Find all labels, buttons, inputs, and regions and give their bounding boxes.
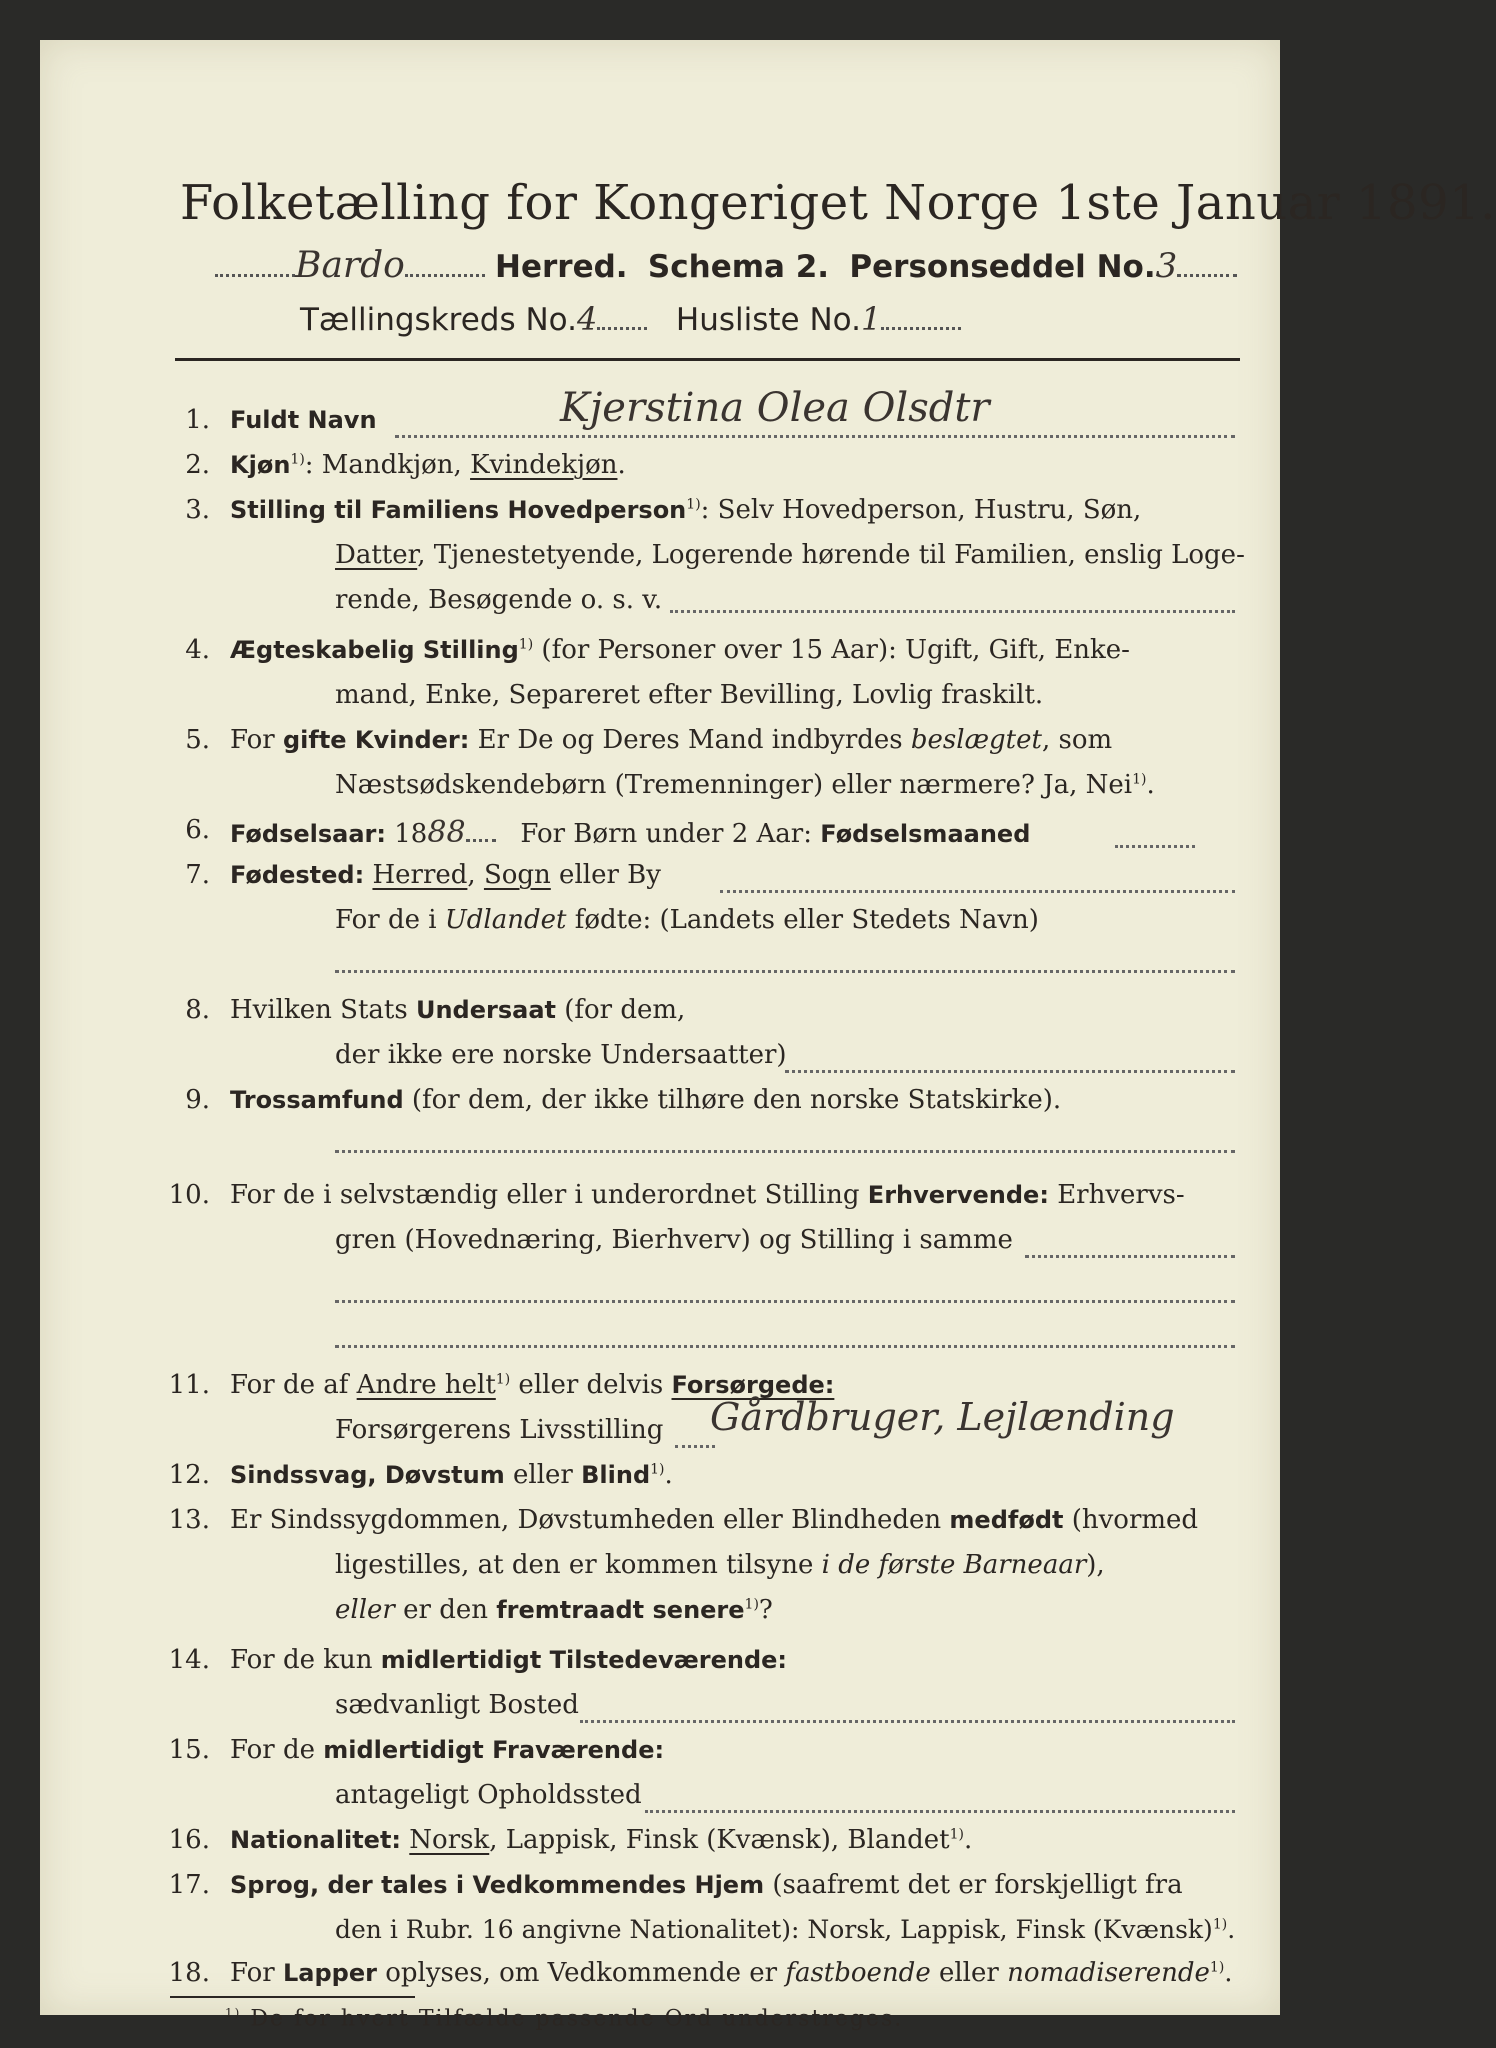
item-4-line-1	[230, 635, 1130, 665]
item-text: For	[230, 1958, 283, 1988]
italic-text: nomadiserende	[1007, 1958, 1210, 1988]
herred-label: Herred.	[495, 249, 628, 285]
item-12-sindssvag	[230, 1460, 673, 1490]
item-number: 15.	[168, 1735, 210, 1765]
item-label: Fødested:	[230, 861, 365, 889]
footnote-ref: 1)	[949, 1826, 964, 1843]
item-13-line-2	[335, 1550, 1105, 1580]
personseddel-value: 3	[1155, 246, 1178, 286]
item-text: For de i selvstændig eller i underordnet Stilling	[230, 1180, 868, 1210]
item-15-line-1	[230, 1735, 664, 1765]
dots	[466, 839, 496, 842]
husliste-label: Husliste No.	[675, 302, 861, 338]
item-number: 8.	[185, 995, 210, 1025]
item-number: 6.	[185, 815, 210, 845]
item-label: Blind	[581, 1461, 651, 1489]
dotted-line	[580, 1720, 1235, 1723]
item-text: .	[963, 1825, 973, 1855]
italic-text: eller	[335, 1595, 395, 1625]
footnote-ref: 1)	[1132, 771, 1147, 788]
item-11-line-2: Forsørgerens Livsstilling	[335, 1415, 664, 1445]
item-label: Stilling til Familiens Hovedperson	[230, 496, 687, 524]
item-text: den i Rubr. 16 angivne Nationalitet): Norsk, Lappisk, Finsk (Kvænsk)	[335, 1915, 1213, 1944]
item-text: eller delvis	[510, 1370, 664, 1400]
item-7-line-2	[335, 905, 1039, 935]
footnote-ref: 1)	[1212, 1916, 1228, 1933]
underlined-answer: Datter	[335, 540, 418, 570]
taellingskreds-value: 4	[576, 300, 598, 338]
item-number: 7.	[185, 860, 210, 890]
item-text: (for dem,	[555, 995, 686, 1025]
item-text: oplyses, om Vedkommende er	[376, 1958, 786, 1988]
provider-occupation-value: Gårdbruger, Lejlænding	[710, 1395, 1175, 1439]
item-label: Ægteskabelig Stilling	[230, 636, 519, 664]
item-label: Fødselsaar:	[230, 820, 386, 848]
item-text: For	[230, 725, 283, 755]
footnote-ref: 1)	[290, 451, 305, 468]
form-title: Folketælling for Kongeriget Norge 1ste Januar 1891.	[180, 175, 1496, 231]
item-text: eller	[930, 1958, 1008, 1988]
item-text: Erhvervs-	[1048, 1180, 1185, 1210]
item-number: 18.	[168, 1958, 210, 1988]
item-number: 12.	[168, 1460, 210, 1490]
dots	[1177, 274, 1237, 277]
item-label: gifte Kvinder:	[282, 726, 470, 754]
item-text: , som	[1041, 725, 1113, 755]
item-6-fodselsaar	[230, 815, 1030, 850]
item-text: fødte: (Landets eller Stedets Navn)	[566, 905, 1039, 935]
item-number: 4.	[185, 635, 210, 665]
item-text: (for dem, der ikke tilhøre den norske Statskirke).	[403, 1085, 1062, 1115]
item-text: .	[1227, 1915, 1236, 1944]
item-text: .	[1224, 1958, 1233, 1988]
item-label: Erhvervende:	[867, 1181, 1049, 1209]
item-14-line-1	[230, 1645, 787, 1675]
dots	[597, 327, 647, 330]
item-text: Er Sindssygdommen, Døvstumheden eller Blindheden	[230, 1505, 950, 1535]
item-label: fremtraadt senere	[496, 1596, 745, 1624]
header-line-2	[300, 300, 961, 338]
italic-text: fastboende	[785, 1958, 931, 1988]
item-text: (for Personer over 15 Aar): Ugift, Gift, Enke-	[533, 635, 1130, 665]
item-17-line-2	[335, 1915, 1235, 1944]
dots	[405, 274, 485, 277]
item-number: 10.	[168, 1180, 210, 1210]
taellingskreds-label: Tællingskreds No.	[300, 302, 577, 338]
personseddel-label: Personseddel No.	[849, 249, 1156, 285]
herred-value: Bardo	[295, 245, 405, 286]
dotted-line	[335, 1150, 1235, 1153]
item-text: Næstsødskendebørn (Tremenninger) eller nærmere? Ja, Nei	[335, 770, 1133, 800]
item-label: Forsørgede:	[671, 1371, 835, 1399]
underlined-answer: Norsk	[409, 1825, 490, 1855]
item-text: For de kun	[230, 1645, 381, 1675]
dotted-line	[720, 890, 1235, 893]
item-number: 2.	[185, 450, 210, 480]
footnote-ref: 1)	[1209, 1959, 1225, 1976]
dotted-line	[335, 970, 1235, 973]
item-14-line-2: sædvanligt Bosted	[335, 1690, 579, 1720]
italic-text: beslægtet	[910, 725, 1042, 755]
dotted-line	[785, 1070, 1235, 1073]
item-text: For Børn under 2 Aar:	[520, 819, 821, 849]
item-label: Kjøn	[230, 451, 291, 479]
item-label: Fødselsmaaned	[820, 820, 1031, 848]
schema-label: Schema 2.	[647, 249, 830, 285]
item-10-line-1	[230, 1180, 1185, 1210]
birth-year-value: 88	[427, 815, 466, 850]
item-text: .	[617, 450, 626, 480]
item-label: Fuldt Navn	[230, 406, 377, 434]
header-rule	[175, 358, 1240, 361]
dotted-line	[1025, 1255, 1235, 1258]
item-label: midlertidigt Fraværende:	[323, 1736, 665, 1764]
item-15-line-2: antageligt Opholdssted	[335, 1780, 642, 1810]
item-text: : Selv Hovedperson, Hustru, Søn,	[700, 495, 1142, 525]
footnote-ref: 1)	[495, 1371, 511, 1388]
item-3-line-3	[335, 585, 662, 615]
year-prefix: 18	[386, 819, 428, 849]
item-number: 5.	[185, 725, 210, 755]
footnote	[225, 2006, 903, 2031]
item-number: 1.	[185, 405, 210, 435]
item-text: For de i	[335, 905, 445, 935]
census-form-sheet	[40, 40, 1496, 2015]
footnote-ref: 1)	[686, 496, 701, 513]
item-3-line-2	[335, 540, 1245, 570]
item-label: Sprog, der tales i Vedkommendes Hjem	[230, 1871, 765, 1899]
item-label: Undersaat	[415, 996, 556, 1024]
dotted-line	[395, 435, 1235, 438]
item-number: 17.	[168, 1870, 210, 1900]
item-number: 13.	[168, 1505, 210, 1535]
dotted-line	[1115, 845, 1195, 848]
item-18-lapper	[230, 1958, 1233, 1988]
item-text: eller By	[550, 860, 661, 890]
item-7-line-1: Fødested: Herred, Sogn eller By	[230, 860, 661, 890]
item-text: Er De og Deres Mand indbyrdes	[469, 725, 911, 755]
full-name-value: Kjerstina Olea Olsdtr	[560, 385, 990, 431]
item-label: Lapper	[282, 1959, 377, 1987]
item-2-kjon	[230, 450, 626, 480]
item-text: For de af	[230, 1370, 357, 1400]
item-3-line-1	[230, 495, 1141, 525]
item-text: , Tjenestetyende, Logerende hørende til Familien, enslig Loge-	[417, 540, 1245, 570]
item-16-nationalitet	[230, 1825, 972, 1855]
item-5-line-2	[335, 770, 1155, 800]
item-1-fuldt-navn	[230, 405, 377, 435]
footnote-rule	[170, 1996, 415, 1998]
item-text: .	[1146, 770, 1155, 800]
item-text: (hvormed	[1063, 1505, 1199, 1535]
item-4-line-2: mand, Enke, Separeret efter Bevilling, Lovlig fraskilt.	[335, 680, 1044, 710]
item-text: rende, Besøgende o. s. v.	[335, 585, 663, 615]
item-label: medfødt	[949, 1506, 1064, 1534]
item-text	[663, 1370, 671, 1400]
item-number: 16.	[168, 1825, 210, 1855]
item-5-line-1	[230, 725, 1112, 755]
item-text: (saafremt det er forskjelligt fra	[764, 1870, 1183, 1900]
item-number: 3.	[185, 495, 210, 525]
item-label: Trossamfund	[230, 1086, 404, 1114]
item-label: Sindssvag, Døvstum	[230, 1461, 505, 1489]
item-13-line-1	[230, 1505, 1198, 1535]
italic-text: i de første Barneaar	[821, 1550, 1087, 1580]
italic-text: Udlandet	[444, 905, 567, 935]
item-number: 9.	[185, 1085, 210, 1115]
dots	[881, 327, 961, 330]
dotted-line	[675, 1445, 715, 1448]
item-9-trossamfund	[230, 1085, 1061, 1115]
item-text: , Lappisk, Finsk (Kvænsk), Blandet	[489, 1825, 950, 1855]
underlined-answer: Kvindekjøn	[470, 450, 618, 480]
item-text: Hvilken Stats	[230, 995, 416, 1025]
header-line-1	[215, 245, 1237, 286]
footnote-text: De for hvert Tilfælde passende Ord understreges.	[241, 2006, 904, 2032]
item-8-line-1	[230, 995, 685, 1025]
footnote-marker: 1)	[225, 2006, 242, 2020]
item-text: .	[664, 1460, 673, 1490]
husliste-value: 1	[860, 300, 882, 338]
item-text: : Mandkjøn,	[304, 450, 471, 480]
footnote-ref: 1)	[650, 1461, 665, 1478]
item-number: 14.	[168, 1645, 210, 1675]
item-text: For de	[230, 1735, 324, 1765]
item-text: eller	[504, 1460, 582, 1490]
dotted-line	[645, 1810, 1235, 1813]
dots	[215, 274, 295, 277]
item-label: Nationalitet:	[230, 1826, 402, 1854]
item-10-line-2: gren (Hovednæring, Bierhverv) og Stilling i samme	[335, 1225, 1013, 1255]
underlined-answer: Andre helt	[356, 1370, 496, 1400]
dotted-line	[670, 610, 1235, 613]
item-17-line-1	[230, 1870, 1183, 1900]
item-text: er den	[394, 1595, 497, 1625]
footnote-ref: 1)	[744, 1596, 759, 1613]
item-text: ),	[1086, 1550, 1105, 1580]
underlined-answer: Sogn	[483, 860, 551, 890]
footnote-ref: 1)	[518, 636, 534, 653]
item-text: ?	[758, 1595, 773, 1625]
item-text: ligestilles, at den er kommen tilsyne	[335, 1550, 822, 1580]
item-number: 11.	[168, 1370, 210, 1400]
dotted-line	[335, 1345, 1235, 1348]
item-13-line-3	[335, 1595, 773, 1625]
item-label: midlertidigt Tilstedeværende:	[380, 1646, 788, 1674]
dotted-line	[335, 1300, 1235, 1303]
item-8-line-2: der ikke ere norske Undersaatter)	[335, 1040, 787, 1070]
underlined-answer: Herred	[372, 860, 468, 890]
